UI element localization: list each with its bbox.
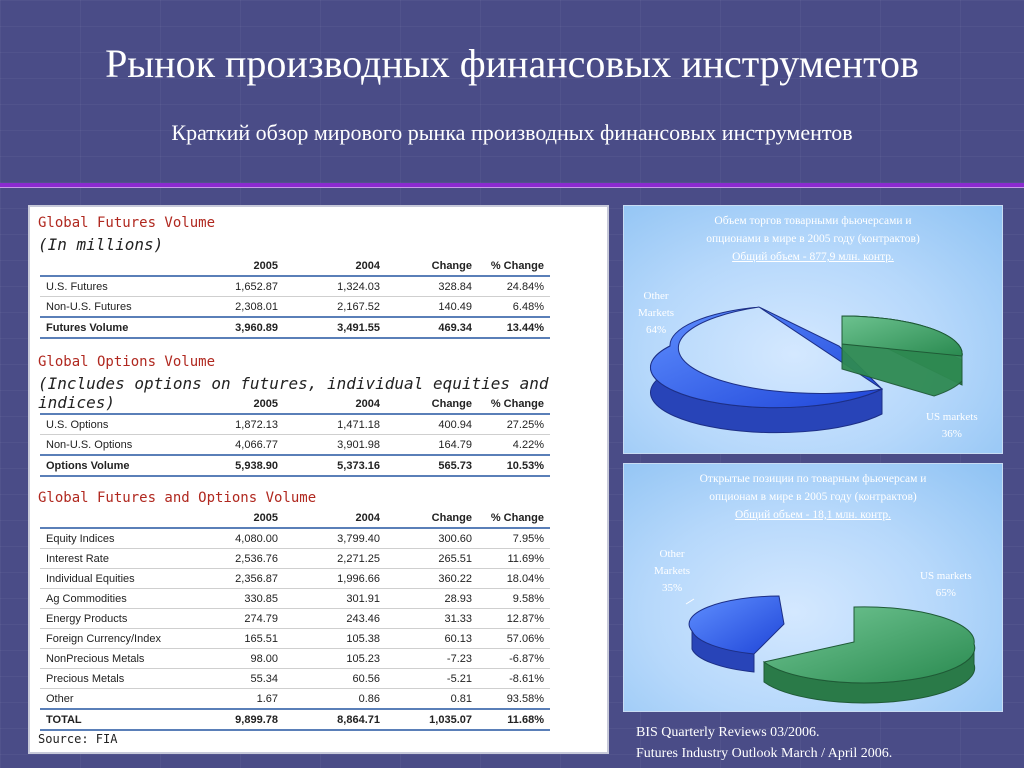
row-label: Non-U.S. Options — [40, 435, 202, 456]
row-value: 360.22 — [386, 569, 478, 589]
row-value: 0.81 — [386, 689, 478, 710]
row-value: 2,167.52 — [284, 297, 386, 318]
sources-note — [636, 722, 892, 764]
row-value: 13.44% — [478, 317, 550, 338]
row-value: 300.60 — [386, 528, 478, 549]
table-row — [40, 709, 550, 730]
volume-tables-panel — [28, 205, 609, 754]
row-label: Precious Metals — [40, 669, 202, 689]
row-label: Individual Equities — [40, 569, 202, 589]
row-label: Equity Indices — [40, 528, 202, 549]
sources-note-line2: Futures Industry Outlook March / April 2006. — [636, 746, 893, 761]
chart1-label-other — [638, 288, 674, 339]
row-label: Non-U.S. Futures — [40, 297, 202, 318]
row-value: 1.67 — [202, 689, 284, 710]
row-label: Energy Products — [40, 609, 202, 629]
row-value: 243.46 — [284, 609, 386, 629]
combined-section-title: Global Futures and Options Volume — [38, 490, 317, 506]
pie-chart-trading-volume — [623, 205, 1003, 454]
row-value: 164.79 — [386, 435, 478, 456]
table-row — [40, 669, 550, 689]
table-row — [40, 689, 550, 710]
chart2-label-us — [920, 568, 972, 602]
row-value: 55.34 — [202, 669, 284, 689]
row-value: 7.95% — [478, 528, 550, 549]
table-header-cell: Change — [386, 395, 478, 414]
row-value: 328.84 — [386, 276, 478, 297]
row-value: 9,899.78 — [202, 709, 284, 730]
row-value: 3,491.55 — [284, 317, 386, 338]
row-value: 2,536.76 — [202, 549, 284, 569]
sources-note-line1: BIS Quarterly Reviews 03/2006. — [636, 725, 820, 740]
slide-subtitle: Краткий обзор мирового рынка производных финансовых инструментов — [171, 120, 853, 145]
table-header-cell: 2004 — [284, 509, 386, 528]
chart2-label-other — [654, 546, 690, 597]
table-row — [40, 276, 550, 297]
chart2-label-other-text: Other — [659, 548, 685, 560]
row-value: 265.51 — [386, 549, 478, 569]
row-value: 400.94 — [386, 414, 478, 435]
row-value: 18.04% — [478, 569, 550, 589]
row-label: Other — [40, 689, 202, 710]
table-row — [40, 435, 550, 456]
row-value: -5.21 — [386, 669, 478, 689]
table-row — [40, 549, 550, 569]
table-row — [40, 297, 550, 318]
row-value: 93.58% — [478, 689, 550, 710]
table-header-cell: 2004 — [284, 395, 386, 414]
row-value: 1,652.87 — [202, 276, 284, 297]
row-value: 12.87% — [478, 609, 550, 629]
row-value: 9.58% — [478, 589, 550, 609]
table-header-cell: % Change — [478, 395, 550, 414]
row-value: 6.48% — [478, 297, 550, 318]
row-value: 4,066.77 — [202, 435, 284, 456]
row-value: 11.69% — [478, 549, 550, 569]
futures-table — [40, 257, 550, 339]
row-value: 28.93 — [386, 589, 478, 609]
table-row — [40, 414, 550, 435]
row-value: 330.85 — [202, 589, 284, 609]
table-row — [40, 589, 550, 609]
row-label: Ag Commodities — [40, 589, 202, 609]
row-value: 105.23 — [284, 649, 386, 669]
row-value: 1,996.66 — [284, 569, 386, 589]
row-value: 274.79 — [202, 609, 284, 629]
futures-section-subtitle: (In millions) — [38, 235, 164, 254]
options-section-subtitle: (Includes options on futures, individual equities and indices) — [38, 374, 549, 412]
row-label: Options Volume — [40, 455, 202, 476]
row-label: TOTAL — [40, 709, 202, 730]
row-value: 140.49 — [386, 297, 478, 318]
table-row — [40, 569, 550, 589]
row-value: 2,308.01 — [202, 297, 284, 318]
chart1-label-us-text: US markets — [926, 411, 978, 423]
chart2-label-other-pct: 35% — [661, 582, 683, 594]
chart1-label-us-pct: 36% — [941, 428, 962, 440]
row-value: 3,799.40 — [284, 528, 386, 549]
row-value: 1,471.18 — [284, 414, 386, 435]
row-value: 5,938.90 — [202, 455, 284, 476]
row-value: 105.38 — [284, 629, 386, 649]
chart1-label-other-text2: Markets — [638, 307, 675, 319]
slide-title: Рынок производных финансовых инструментов — [105, 41, 919, 86]
row-value: -7.23 — [386, 649, 478, 669]
futures-section-title: Global Futures Volume — [38, 215, 216, 231]
chart1-label-other-text: Other — [643, 290, 669, 302]
row-label: NonPrecious Metals — [40, 649, 202, 669]
row-value: 31.33 — [386, 609, 478, 629]
chart1-title-line3: Общий объем - 877,9 млн. контр. — [732, 251, 894, 263]
row-value: 60.56 — [284, 669, 386, 689]
row-label: Foreign Currency/Index — [40, 629, 202, 649]
table-header-cell: Change — [386, 257, 478, 276]
row-value: 5,373.16 — [284, 455, 386, 476]
options-table — [40, 395, 550, 477]
row-value: -6.87% — [478, 649, 550, 669]
row-value: 60.13 — [386, 629, 478, 649]
row-value: 3,901.98 — [284, 435, 386, 456]
table-row — [40, 455, 550, 476]
row-value: 98.00 — [202, 649, 284, 669]
row-value: 0.86 — [284, 689, 386, 710]
row-value: 2,356.87 — [202, 569, 284, 589]
row-value: 27.25% — [478, 414, 550, 435]
row-label: U.S. Options — [40, 414, 202, 435]
row-label: Interest Rate — [40, 549, 202, 569]
row-value: 3,960.89 — [202, 317, 284, 338]
table-row — [40, 609, 550, 629]
options-section-title: Global Options Volume — [38, 354, 216, 370]
row-value: 1,035.07 — [386, 709, 478, 730]
row-value: 565.73 — [386, 455, 478, 476]
chart2-slice-us — [764, 607, 975, 683]
table-header-cell: 2005 — [202, 257, 284, 276]
row-value: -8.61% — [478, 669, 550, 689]
table-header-cell — [40, 509, 202, 528]
table-header-cell: 2004 — [284, 257, 386, 276]
row-value: 1,872.13 — [202, 414, 284, 435]
row-value: 301.91 — [284, 589, 386, 609]
chart2-label-us-pct: 65% — [935, 587, 956, 599]
table-header-cell: Change — [386, 509, 478, 528]
table-header-cell — [40, 257, 202, 276]
row-value: 11.68% — [478, 709, 550, 730]
table-row — [40, 649, 550, 669]
table-header-cell: % Change — [478, 257, 550, 276]
chart2-title-line3: Общий объем - 18,1 млн. контр. — [734, 509, 892, 521]
row-label: U.S. Futures — [40, 276, 202, 297]
chart2-title-line1: Открытые позиции по товарным фьючерсам и — [699, 473, 927, 485]
row-value: 4,080.00 — [202, 528, 284, 549]
source-note: Source: FIA — [38, 732, 118, 746]
row-value: 57.06% — [478, 629, 550, 649]
row-value: 2,271.25 — [284, 549, 386, 569]
table-header-cell: % Change — [478, 509, 550, 528]
pie-chart-open-interest — [623, 463, 1003, 712]
table-header-cell: 2005 — [202, 395, 284, 414]
row-value: 1,324.03 — [284, 276, 386, 297]
row-value: 165.51 — [202, 629, 284, 649]
row-value: 24.84% — [478, 276, 550, 297]
table-row — [40, 629, 550, 649]
row-value: 4.22% — [478, 435, 550, 456]
row-value: 469.34 — [386, 317, 478, 338]
chart1-title-line1: Объем торгов товарными фьючерсами и — [714, 215, 912, 227]
title-divider — [0, 183, 1024, 188]
chart1-label-other-pct: 64% — [645, 324, 667, 336]
row-value: 10.53% — [478, 455, 550, 476]
table-header-cell: 2005 — [202, 509, 284, 528]
row-label: Futures Volume — [40, 317, 202, 338]
chart2-label-us-text: US markets — [920, 570, 972, 582]
table-header-cell — [40, 395, 202, 414]
chart1-title-line2: опционами в мире в 2005 году (контрактов) — [706, 233, 920, 245]
chart2-label-other-text2: Markets — [654, 565, 691, 577]
row-value: 8,864.71 — [284, 709, 386, 730]
table-row — [40, 528, 550, 549]
combined-table — [40, 509, 550, 731]
table-row — [40, 317, 550, 338]
chart1-label-us — [926, 409, 978, 443]
chart2-title-line2: опционам в мире в 2005 году (контрактов) — [709, 491, 917, 503]
